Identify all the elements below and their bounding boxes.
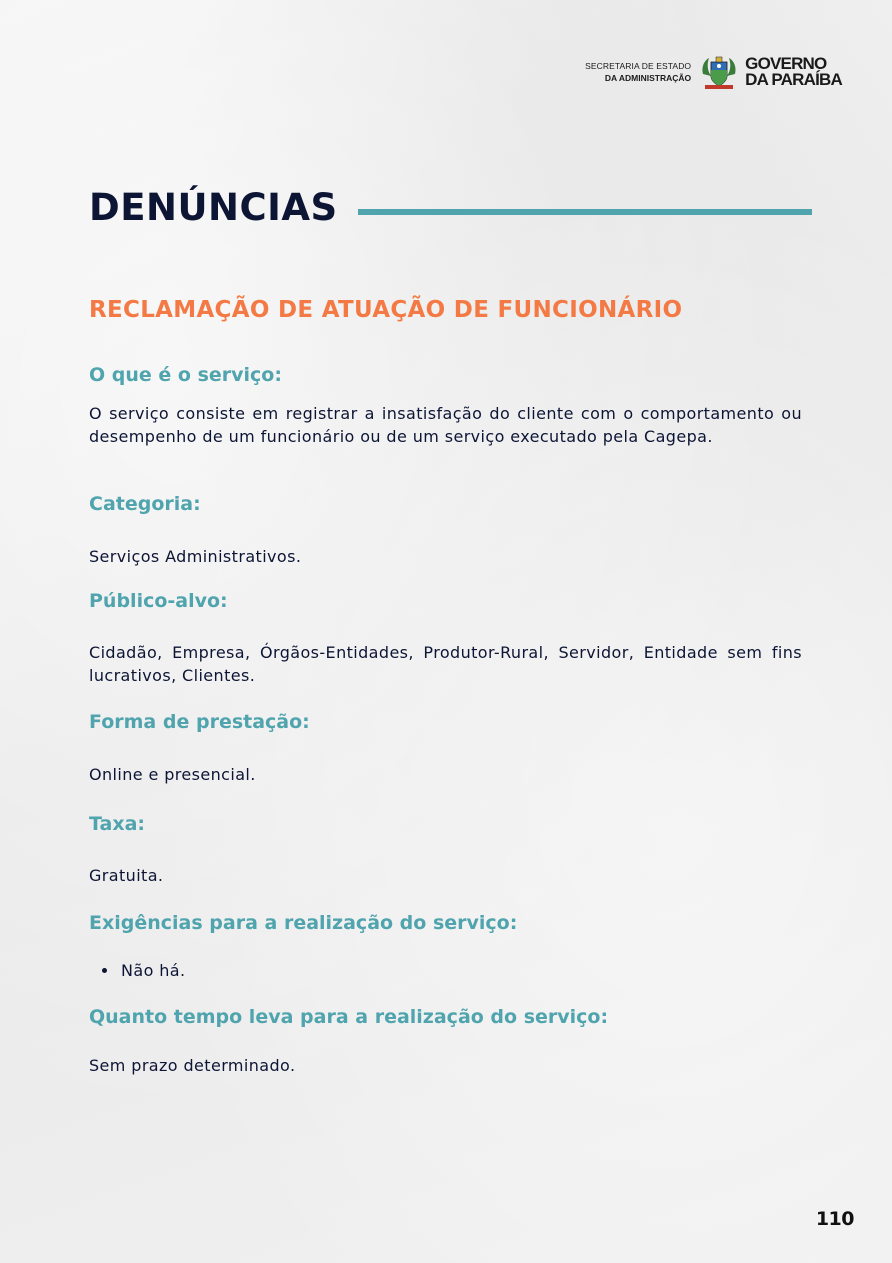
title-divider [358,209,812,215]
form-text: Online e presencial. [89,765,256,784]
audience-text: Cidadão, Empresa, Órgãos-Entidades, Produtor-Rural, Servidor, Entidade sem fins lucrativos, Clientes. [89,643,802,685]
secretaria-line-1: SECRETARIA DE ESTADO [585,61,692,71]
secretaria-label [585,61,691,83]
fee-text: Gratuita. [89,866,164,885]
paraiba-coat-of-arms-icon [699,52,739,92]
paraiba-line: DA PARAÍBA [745,70,842,89]
header-logo [585,52,842,92]
governo-line: GOVERNO [745,54,827,73]
what-label: O que é o serviço: [89,364,282,386]
category-text: Serviços Administrativos. [89,547,302,566]
page-number: 110 [815,1208,854,1230]
audience-label: Público-alvo: [89,590,228,612]
requirement-text: Não há. [121,961,186,980]
fee-label: Taxa: [89,813,146,835]
section-title: RECLAMAÇÃO DE ATUAÇÃO DE FUNCIONÁRIO [89,297,683,323]
requirements-list [89,959,185,982]
secretaria-line-2: DA ADMINISTRAÇÃO [604,73,692,83]
list-item [89,959,185,982]
page-title: DENÚNCIAS [89,186,338,229]
time-text: Sem prazo determinado. [89,1056,296,1075]
what-text: O serviço consiste em registrar a insatisfação do cliente com o comportamento ou desempenho de um funcionário ou de um serviço executado pela Cagepa. [89,404,802,446]
governo-paraiba-wordmark [745,56,842,88]
requirements-label: Exigências para a realização do serviço: [89,912,518,934]
bullet-icon [102,968,107,973]
time-label: Quanto tempo leva para a realização do serviço: [89,1006,609,1028]
category-label: Categoria: [89,493,201,515]
form-label: Forma de prestação: [89,711,310,733]
